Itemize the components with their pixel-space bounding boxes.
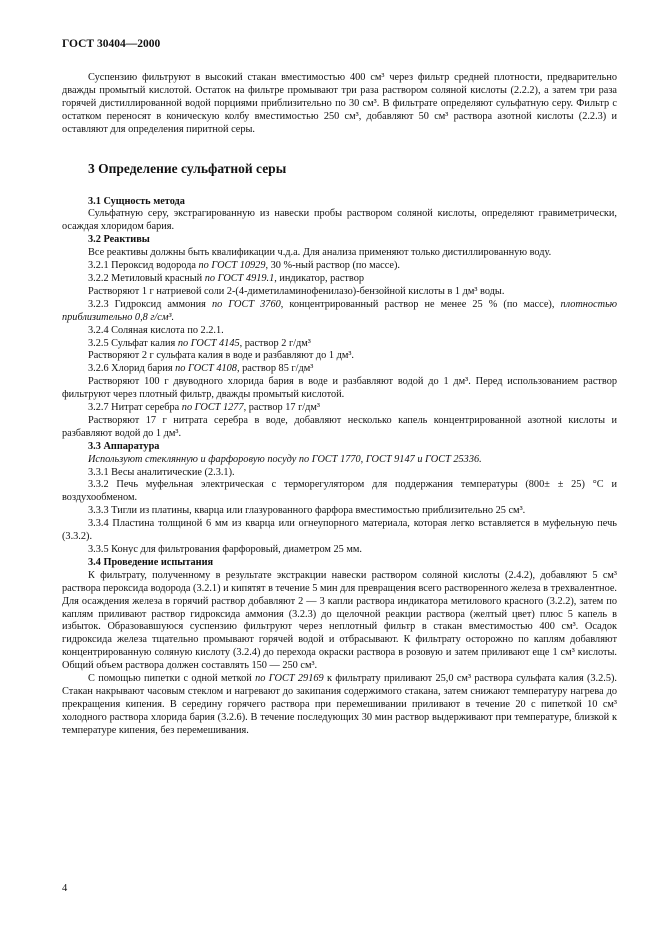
- section-3-4-title: 3.4 Проведение испытания: [88, 556, 214, 568]
- document-page: [62, 38, 617, 738]
- intro-paragraph: Суспензию фильтруют в высокий стакан вместимостью 400 см³ через фильтр средней плотности, предварительно дважды промытый кислотой. Остаток на фильтре промывают три раза раствором соляной кислоты (2.2.2), а затем три раза горячей дистиллированной водой порциями приблизительно по 30 см³. В фильтрате определяют сульфатную серу. Фильтр с остатком переносят в коническую колбу вместимостью 250 см³, добавляют 50 см³ раствора азотной кислоты (2.2.3) и оставляют для определения пиритной серы.: [62, 72, 617, 135]
- section-3-3-intro: Используют стеклянную и фарфоровую посуду по ГОСТ 1770, ГОСТ 9147 и ГОСТ 25336.: [88, 453, 482, 465]
- section-3-2-intro: Все реактивы должны быть квалификации ч.д.а. Для анализа применяют только дистиллированную воду.: [88, 247, 552, 259]
- section-3-4-paragraph-2: С помощью пипетки с одной меткой по ГОСТ 29169 к фильтрату приливают 25,0 см³ раствора сульфата калия (3.2.5). Стакан накрывают часовым стеклом и нагревают до закипания содержимого стакана, затем снижают температуру нагрева до прекращения кипения. В середину горячего раствора при перемешивании приливают в течение 20 с пипеткой 10 см³ холодного раствора хлорида бария (3.2.6). В течение последующих 30 мин раствор выдерживают при температуре, близкой к температуре кипения, без перемешивания.: [62, 673, 617, 736]
- item-3-2-5-text: Растворяют 2 г сульфата калия в воде и разбавляют до 1 дм³.: [88, 350, 354, 362]
- item-3-2-4: 3.2.4 Соляная кислота по 2.2.1.: [88, 324, 224, 336]
- item-3-3-4: 3.3.4 Пластина толщиной 6 мм из кварца или огнеупорного материала, которая легко вставляется в муфельную печь (3.3.2).: [62, 518, 617, 543]
- item-3-2-7-text: Растворяют 17 г нитрата серебра в воде, добавляют несколько капель концентрированной азотной кислоты и разбавляют водой до 1 дм³.: [62, 414, 617, 439]
- item-3-2-3: 3.2.3 Гидроксид аммония по ГОСТ 3760, концентрированный раствор не менее 25 % (по массе), плотностью приблизительно 0,8 г/см³.: [62, 298, 618, 323]
- page-number: 4: [62, 883, 68, 894]
- section-3-4-paragraph-1: К фильтрату, полученному в результате экстракции навески раствором соляной кислоты (2.4.2), добавляют 5 см³ раствора пероксида водорода (3.2.1) и кипятят в течение 5 мин для превращения всего растворенного железа в трехвалентное. Для осаждения железа в горячий раствор добавляют 2 — 3 капли раствора индикатора метилового красного (3.2.2), затем по каплям приливают раствор гидроксида аммония (3.2.3) до щелочной реакции раствора (желтый цвет) плюс 5 капель в избыток. Образовавшуюся суспензию фильтруют через неплотный фильтр в стакан вместимостью 400 см³. Осадок гидроксида железа тщательно промывают горячей водой и отбрасывают. К фильтрату осторожно по каплям добавляют концентрированную соляную кислоту (3.2.4) до перехода окраски раствора в розовую и затем приливают еще 1 см³ кислоты. Общий объем раствора должен составлять 150 — 250 см³.: [62, 569, 617, 672]
- section-3-3-title: 3.3 Аппаратура: [88, 440, 160, 452]
- section-3-1-text: Сульфатную серу, экстрагированную из навески пробы раствором соляной кислоты, определяют гравиметрически, осаждая хлоридом бария.: [62, 208, 617, 233]
- item-3-3-2: 3.3.2 Печь муфельная электрическая с терморегулятором для поддержания температуры (800± ± 25) °С и воздухообменом.: [62, 479, 617, 504]
- item-3-2-7: 3.2.7 Нитрат серебра по ГОСТ 1277, раствор 17 г/дм³: [88, 402, 320, 414]
- item-3-2-6-text: Растворяют 100 г двуводного хлорида бария в воде и разбавляют водой до 1 дм³. Перед использованием раствор фильтруют через плотный фильтр, дважды промытый кислотой.: [62, 376, 617, 401]
- item-3-2-2-text: Растворяют 1 г натриевой соли 2-(4-диметиламинофенилазо)-бензойной кислоты в 1 дм³ воды.: [88, 285, 505, 297]
- item-3-2-1: 3.2.1 Пероксид водорода по ГОСТ 10929, 30 %-ный раствор (по массе).: [88, 260, 400, 272]
- item-3-2-6: 3.2.6 Хлорид бария по ГОСТ 4108, раствор 85 г/дм³: [88, 363, 314, 375]
- item-3-2-5: 3.2.5 Сульфат калия по ГОСТ 4145, раствор 2 г/дм³: [88, 337, 311, 349]
- section-3-1-title: 3.1 Сущность метода: [88, 195, 185, 207]
- section-3-2-title: 3.2 Реактивы: [88, 234, 150, 246]
- section-3-title: 3 Определение сульфатной серы: [88, 160, 287, 176]
- item-3-3-3: 3.3.3 Тигли из платины, кварца или глазурованного фарфора вместимостью приблизительно 25 см³.: [88, 505, 526, 517]
- item-3-3-5: 3.3.5 Конус для фильтрования фарфоровый, диаметром 25 мм.: [88, 544, 362, 555]
- document-header: ГОСТ 30404—2000: [62, 38, 161, 50]
- item-3-2-2: 3.2.2 Метиловый красный по ГОСТ 4919.1, индикатор, раствор: [88, 272, 365, 284]
- item-3-3-1: 3.3.1 Весы аналитические (2.3.1).: [88, 466, 235, 478]
